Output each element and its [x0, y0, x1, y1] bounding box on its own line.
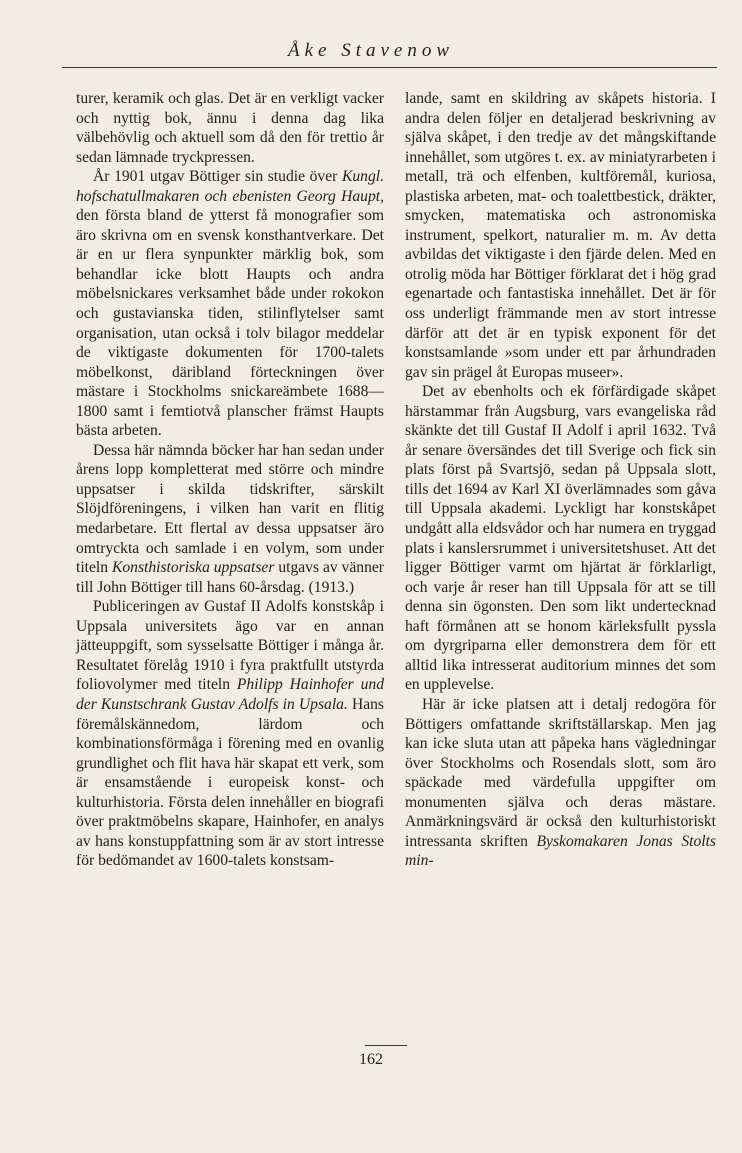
paragraph: [405, 695, 716, 871]
paragraph: [76, 597, 384, 871]
paragraph: [76, 167, 384, 441]
right-column: [405, 89, 716, 871]
text-run: Hans föremålskännedom, lärdom och kombinationsförmåga i förening med en ovanlig grundlighet och flit hava här skapat ett verk, som är ensamstående i europeisk konst- och kulturhistoria. Första delen innehåller en biografi över praktmöbelns skapare, Hainhofer, en analys av hans konstuppfattning som är av stort intresse för bedömandet av 1600-talets konstsam-: [76, 695, 385, 870]
text-run: den första bland de ytterst få monografier som äro skrivna om en svensk konsthantverkare. Det är en ur flera synpunkter märklig bok, som behandlar icke blott Haupts och andra möbelsnickares verksamhet både under rokokon och gustavianska tiden, stilinflytelser samt organisation, utan också i tolv bilagor meddelar de viktigaste dokumenten för 1700-talets möbelkonst, däribland förteckningen över mästare i Stockholms snickareämbete 1688—1800 samt i femtiotvå planscher främst Haupts bästa arbeten.: [76, 207, 384, 440]
text-run: turer, keramik och glas. Det är en verkligt vacker och nyttig bok, ännu i denna dag lika välbehövlig och aktuell som då den för trettio år sedan lämnade tryckpressen.: [76, 90, 384, 166]
italic-title: Konsthistoriska uppsatser: [111, 559, 275, 577]
text-run: Det av ebenholts och ek förfärdigade skåpet härstammar från Augsburg, vars evangeliska råd skänkte det till Gustaf II Adolf i april 1632. Två år senare översändes det till Sverige och fick sin plats först på Svartsjö, sedan på Uppsala slott, tills det 1694 av Karl XI överlämnades som gåva till Uppsala akademi. Lyckligt har konstskåpet undgått alla eldsvådor och har numera en tryggad plats i kanslersrummet i universitetshuset. Att det ligger Böttiger varmt om hjärtat är förklarligt, och varje år reser han till Uppsala för att se till denna sin ögonsten. Den som likt undertecknad haft förmånen att se honom kärleksfullt pyssla om dyrgriparna eller demonstrera dem för ett alltid lika intresserat auditorium minnes det som en upplevelse.: [405, 383, 716, 694]
paragraph: [405, 382, 716, 695]
left-column: [76, 89, 384, 871]
text-run: Publiceringen av Gustaf II Adolfs konstskåp i Uppsala universitets ägo var en annan jätteuppgift, som sysselsatte Böttiger i många år. Resultatet förelåg 1910 i fyra praktfullt utstyrda foliovolymer med titeln: [76, 598, 384, 694]
header-rule: [62, 67, 717, 68]
paragraph: [76, 89, 384, 167]
italic-title: Byskomakaren Jonas Stolts min-: [405, 832, 716, 870]
text-run: År 1901 utgav Böttiger sin studie över: [93, 168, 342, 186]
text-run: Här är icke platsen att i detalj redogöra för Böttigers omfattande skriftställarskap. Men jag kan icke sluta utan att påpeka hans vägledningar över Stockholms och Rosendals slott, som äro späckade med värdefulla uppgifter om monumenten själva och deras mästare. Anmärkningsvärd är också den kulturhistoriskt intressanta skriften: [405, 695, 716, 850]
paragraph: [405, 89, 716, 382]
text-run: utgavs av vänner till John Böttiger till hans 60-årsdag. (1913.): [76, 559, 384, 596]
text-run: Dessa här nämnda böcker har han sedan under årens lopp kompletterat med större och mindre uppsatser i skilda tidskrifter, särskilt Slöjdföreningens, i vilken han varit en flitig medarbetare. Ett flertal av dessa uppsatser äro omtryckta och samlade i en volym, som under titeln: [76, 441, 384, 577]
running-head: Åke Stavenow: [287, 40, 455, 61]
paragraph: [76, 441, 384, 597]
italic-title: Kungl. hofschatullmakaren och ebenisten Georg Haupt,: [76, 168, 384, 205]
text-run: lande, samt en skildring av skåpets historia. I andra delen följer en detaljerad beskrivning av själva skåpet, i den tredje av det mångskiftande innehållet, som utgöres t. ex. av miniatyrarbeten i metall, trä och elfenben, kultföremål, kuriosa, plastiska arbeten, mat- och toalettbestick, dräkter, smycken, matematiska och astronomiska instrument, spelkort, naturalier m. m. Av detta avbildas det viktigaste i den fjärde delen. Med en otrolig möda har Böttiger förklarat det i hög grad egenartade och fantastiska innehållet. Det är för oss underligt främmande men av stort intresse därför att det är en typisk exponent för det konstsamlande »som under ett par århundraden gav sin prägel åt Europas museer».: [405, 90, 716, 381]
page-number: 162: [359, 1051, 383, 1068]
folio-rule: [365, 1045, 407, 1046]
italic-title: Philipp Hainhofer und der Kunstschrank Gustav Adolfs in Upsala.: [76, 676, 384, 713]
